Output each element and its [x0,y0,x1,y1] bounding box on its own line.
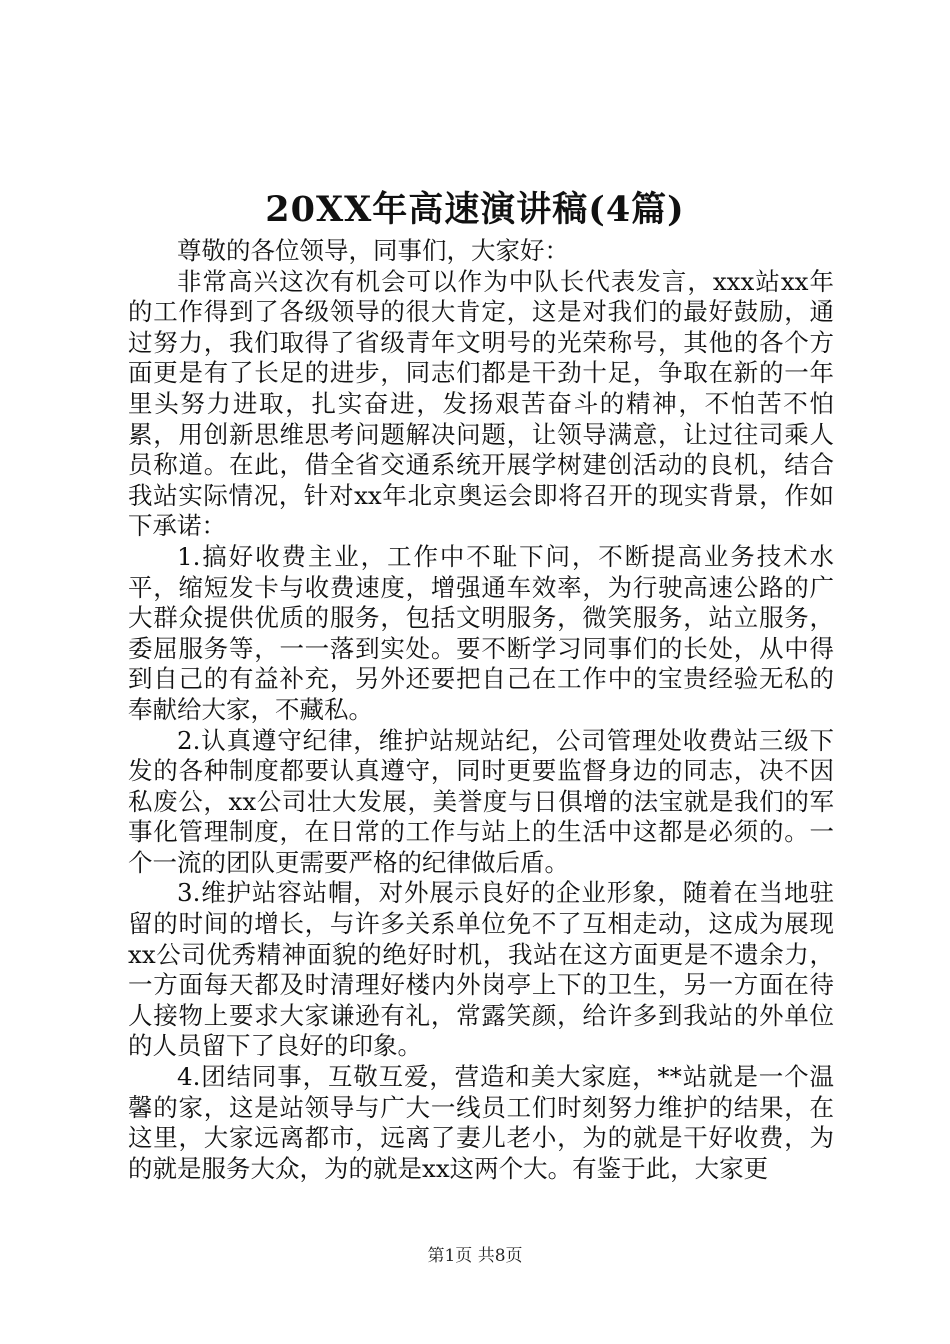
commitment-item-3: 3.维护站容站帽，对外展示良好的企业形象，随着在当地驻留的时间的增长，与许多关系单位免不了互相走动，这成为展现xx公司优秀精神面貌的绝好时机，我站在这方面更是不遗余力，一方面每天都及时清理好楼内外岗亭上下的卫生，另一方面在待人接物上要求大家谦逊有礼，常露笑颜，给许多到我站的外单位的人员留下了良好的印象。 [128,878,834,1061]
page-footer: 第1页 共8页 [427,1246,523,1266]
commitment-item-4: 4.团结同事，互敬互爱，营造和美大家庭，**站就是一个温馨的家，这是站领导与广大一线员工们时刻努力维护的结果，在这里，大家远离都市，远离了妻儿老小，为的就是干好收费，为的就是服务大众，为的就是xx这两个大。有鉴于此，大家更 [128,1062,834,1183]
document-body [128,236,834,1184]
greeting-paragraph: 尊敬的各位领导，同事们，大家好： [177,236,569,265]
page-title: 20XX年高速演讲稿(4篇) [265,189,685,230]
commitment-item-1: 1.搞好收费主业，工作中不耻下问，不断提高业务技术水平，缩短发卡与收费速度，增强通车效率，为行驶高速公路的广大群众提供优质的服务，包括文明服务，微笑服务，站立服务，委屈服务等，一一落到实处。要不断学习同事们的长处，从中得到自己的有益补充，另外还要把自己在工作中的宝贵经验无私的奉献给大家，不藏私。 [128,541,834,724]
intro-paragraph: 非常高兴这次有机会可以作为中队长代表发言，xxx站xx年的工作得到了各级领导的很大肯定，这是对我们的最好鼓励，通过努力，我们取得了省级青年文明号的光荣称号，其他的各个方面更是有了长足的进步，同志们都是干劲十足，争取在新的一年里头努力进取，扎实奋进，发扬艰苦奋斗的精神，不怕苦不怕累，用创新思维思考问题解决问题，让领导满意，让过往司乘人员称道。在此，借全省交通系统开展学树建创活动的良机，结合我站实际情况，针对xx年北京奥运会即将召开的现实背景，作如下承诺： [128,266,834,541]
commitment-item-2: 2.认真遵守纪律，维护站规站纪，公司管理处收费站三级下发的各种制度都要认真遵守，同时更要监督身边的同志，决不因私废公，xx公司壮大发展，美誉度与日俱增的法宝就是我们的军事化管理制度，在日常的工作与站上的生活中这都是必须的。一个一流的团队更需要严格的纪律做后盾。 [128,725,834,877]
